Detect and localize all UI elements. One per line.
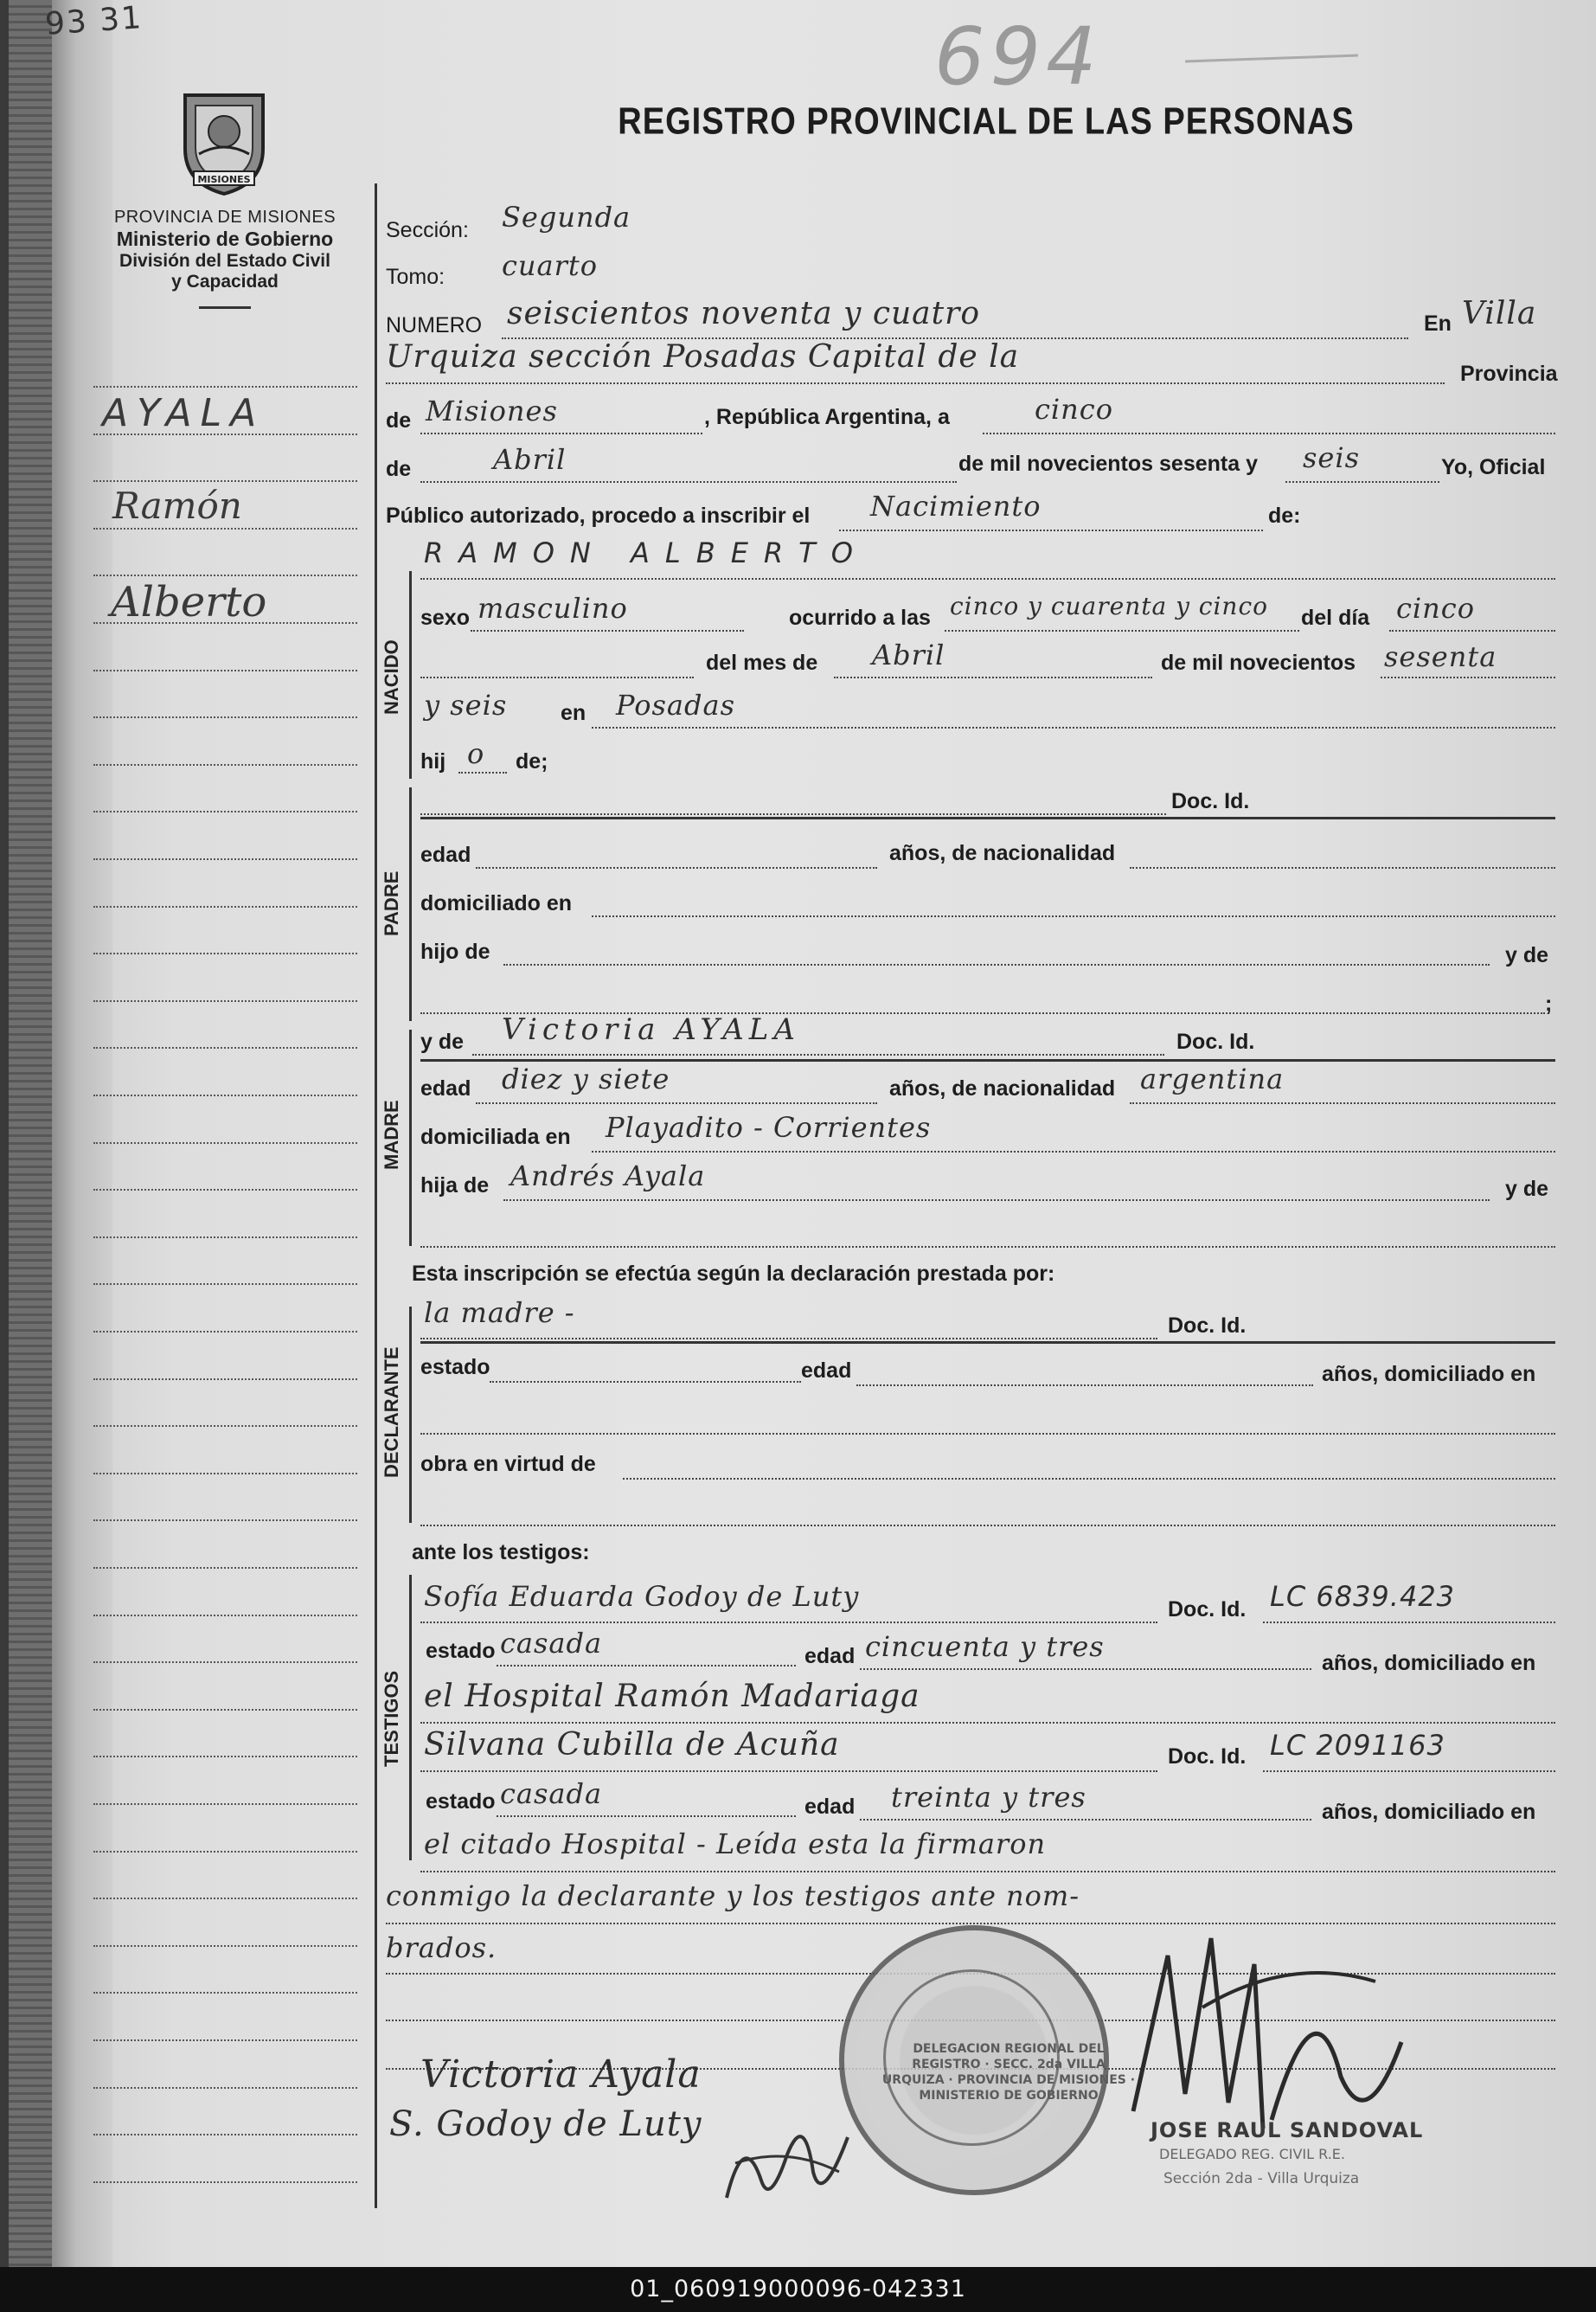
ocurrido-label: ocurrido a las — [789, 606, 931, 630]
nacido-anio-dots — [1381, 677, 1555, 678]
margin-line — [93, 528, 357, 531]
margin-line — [93, 1000, 357, 1004]
declarante-estado-label: estado — [420, 1355, 490, 1379]
margin-line — [93, 1283, 357, 1287]
corner-mark: 93 31 — [43, 0, 144, 42]
margin-line — [93, 1803, 357, 1807]
official-stamp-section: Sección 2da - Villa Urquiza — [1163, 2170, 1360, 2187]
margin-second-name: Alberto — [111, 578, 267, 626]
de-label: de — [386, 408, 412, 433]
t1-estado-label: estado — [426, 1639, 496, 1663]
padre-nac-dots — [1130, 867, 1555, 869]
page-edge — [52, 0, 112, 2267]
t1-doc-label: Doc. Id. — [1168, 1597, 1247, 1622]
sexo-label: sexo — [420, 606, 470, 630]
margin-line — [93, 1473, 357, 1476]
t1-nombre-dots — [420, 1622, 1157, 1623]
footer-id: 01_060919000096-042331 — [0, 2267, 1596, 2312]
madre-bar — [409, 1030, 412, 1246]
margin-line — [93, 1615, 357, 1618]
t2-doc-value: LC 2091163 — [1270, 1729, 1445, 1762]
hora-value: cinco y cuarenta y cinco — [950, 592, 1268, 620]
provincia-label: Provincia — [1460, 362, 1558, 386]
binding-stub — [9, 0, 56, 2267]
t1-dom-dots — [420, 1722, 1555, 1724]
margin-line — [93, 1142, 357, 1146]
office-capacity: y Capacidad — [171, 272, 279, 292]
lugar-value: Posadas — [616, 689, 735, 722]
padre-nombre-dots — [420, 813, 1166, 815]
madre-nombre: Victoria AYALA — [502, 1012, 800, 1047]
declarante-doc-label: Doc. Id. — [1168, 1313, 1247, 1338]
main-divider — [375, 183, 377, 2208]
pencil-number: 694 — [934, 10, 1102, 103]
padre-edad-label: edad — [420, 843, 471, 867]
en-label: En — [1424, 311, 1452, 336]
declarante-dom-dots — [420, 1433, 1555, 1435]
t1-domicilio-value: el Hospital Ramón Madariaga — [424, 1679, 920, 1714]
t2-doc-dots — [1263, 1770, 1555, 1772]
provincia-dots — [420, 433, 702, 434]
office-division: División del Estado Civil — [119, 251, 330, 271]
official-stamp-name: JOSE RAUL SANDOVAL — [1151, 2118, 1424, 2142]
margin-line — [93, 1519, 357, 1523]
madre-hija-dots — [503, 1199, 1490, 1201]
office-ministry: Ministerio de Gobierno — [116, 228, 334, 250]
declarante-section-label: DECLARANTE — [381, 1346, 402, 1478]
madre-nacionalidad-value: argentina — [1140, 1063, 1285, 1095]
declarante-obra-label: obra en virtud de — [420, 1452, 596, 1476]
office-block — [78, 208, 372, 309]
madre-hija-label: hija de — [420, 1173, 490, 1198]
en-value: Villa — [1462, 296, 1537, 331]
yo-label: Yo, Oficial — [1441, 455, 1546, 479]
provincial-emblem-icon — [173, 87, 275, 197]
padre-y-de-label: y de — [1505, 943, 1549, 967]
padre-nacionalidad-label: años, de nacionalidad — [889, 841, 1116, 865]
signature-witness: S. Godoy de Luty — [389, 2104, 702, 2144]
t2-domicilio-value: el citado Hospital - Leída esta la firmaron — [424, 1827, 1047, 1860]
margin-line — [93, 1189, 357, 1192]
declarante-nombre-dots — [420, 1338, 1157, 1339]
hij-label: hij — [420, 749, 446, 774]
office-province: PROVINCIA DE MISIONES — [113, 208, 337, 227]
madre-y-de-label-2: y de — [1505, 1177, 1549, 1201]
t2-nombre-dots — [420, 1770, 1157, 1772]
dia-dots — [983, 433, 1555, 434]
declarante-obra-dots — [623, 1478, 1555, 1480]
en-lugar-label: en — [561, 701, 586, 725]
provincia-value: Misiones — [426, 395, 558, 427]
declarante-rule — [420, 1341, 1555, 1344]
margin-line — [93, 480, 357, 484]
margin-line — [93, 386, 357, 389]
margin-line — [93, 1378, 357, 1382]
declarante-extra-dots — [420, 1525, 1555, 1526]
madre-extra-dots — [420, 1246, 1555, 1248]
official-stamp-title: DELEGADO REG. CIVIL R.E. — [1159, 2146, 1345, 2162]
declarante-estado-dots — [490, 1381, 801, 1383]
declarante-domicilio-label: años, domiciliado en — [1322, 1362, 1536, 1386]
margin-line — [93, 2087, 357, 2090]
closing-line-1: conmigo la declarante y los testigos ante nom- — [386, 1879, 1080, 1912]
margin-line — [93, 1851, 357, 1854]
t2-estado-dots — [497, 1815, 796, 1817]
madre-domicilio-value: Playadito - Corrientes — [606, 1111, 932, 1144]
emblem-text: MISIONES — [197, 174, 251, 185]
margin-line — [93, 1898, 357, 1901]
margin-line — [93, 1425, 357, 1429]
declarante-intro: Esta inscripción se efectúa según la declaración prestada por: — [412, 1262, 1055, 1286]
margin-line — [93, 670, 357, 673]
seccion-value: Segunda — [502, 201, 631, 234]
de-colon-label: de: — [1268, 504, 1301, 528]
publico-label: Público autorizado, procedo a inscribir el — [386, 504, 811, 528]
padre-bar — [409, 787, 412, 1021]
margin-line — [93, 2039, 357, 2043]
t2-estado-label: estado — [426, 1789, 496, 1814]
margin-line — [93, 1095, 357, 1098]
margin-line — [93, 1992, 357, 1995]
margin-line — [93, 764, 357, 767]
hij-value: o — [467, 737, 485, 770]
t1-estado-value: casada — [500, 1627, 603, 1660]
t1-domicilio-label: años, domiciliado en — [1322, 1651, 1536, 1675]
nacido-mes-dots — [834, 677, 1152, 678]
nacido-dia-dots — [1389, 630, 1555, 632]
margin-line — [93, 1661, 357, 1665]
madre-hija-value: Andrés Ayala — [510, 1159, 706, 1192]
margin-line — [93, 2181, 357, 2185]
margin-line — [93, 811, 357, 814]
padre-doc-label: Doc. Id. — [1171, 789, 1250, 813]
t2-dom-dots — [420, 1871, 1555, 1872]
t1-doc-dots — [1263, 1622, 1555, 1623]
madre-nacionalidad-label: años, de nacionalidad — [889, 1076, 1116, 1101]
nacido-section-label: NACIDO — [381, 639, 402, 715]
tomo-label: Tomo: — [386, 265, 445, 289]
republica-label: , República Argentina, a — [704, 405, 950, 429]
numero-label: NUMERO — [386, 313, 483, 337]
margin-line — [93, 1331, 357, 1334]
testigos-section-label: TESTIGOS — [381, 1670, 402, 1767]
margin-line — [93, 1945, 357, 1949]
t2-edad-label: edad — [804, 1795, 856, 1819]
margin-line — [93, 1756, 357, 1759]
padre-section-label: PADRE — [381, 870, 402, 936]
anio-value: seis — [1303, 441, 1361, 474]
signature-mother: Victoria Ayala — [420, 2052, 702, 2097]
padre-rule — [420, 817, 1555, 819]
del-dia-label: del día — [1301, 606, 1370, 630]
document-title: REGISTRO PROVINCIAL DE LAS PERSONAS — [618, 100, 1355, 144]
de-label-2: de — [386, 457, 412, 481]
padre-hijo-label: hijo de — [420, 940, 490, 964]
mes-value: Abril — [493, 443, 567, 476]
t1-doc-value: LC 6839.423 — [1270, 1580, 1456, 1613]
seccion-label: Sección: — [386, 218, 469, 242]
declarante-edad-label: edad — [801, 1358, 852, 1383]
margin-line — [93, 953, 357, 956]
sexo-value: masculino — [478, 592, 628, 625]
madre-nombre-dots — [472, 1054, 1164, 1056]
t1-edad-dots — [860, 1668, 1311, 1670]
t2-domicilio-label: años, domiciliado en — [1322, 1800, 1536, 1824]
madre-y-de-label: y de — [420, 1030, 465, 1054]
margin-line — [93, 1709, 357, 1712]
t2-edad-value: treinta y tres — [891, 1781, 1086, 1814]
margin-line — [93, 716, 357, 720]
padre-edad-dots — [476, 867, 877, 869]
margin-line — [93, 858, 357, 862]
nacido-anio-value-2: y seis — [424, 689, 508, 722]
padre-domicilio-label: domiciliado en — [420, 891, 573, 915]
anio-dots — [1285, 481, 1439, 483]
padre-hijo-dots — [503, 964, 1490, 966]
margin-line — [93, 906, 357, 909]
numero-value: seiscientos noventa y cuatro — [507, 296, 980, 331]
t1-edad-value: cincuenta y tres — [865, 1630, 1105, 1663]
closing-line-2: brados. — [386, 1931, 497, 1964]
margin-line — [93, 1047, 357, 1050]
office-dash — [199, 306, 251, 309]
acto-dots — [839, 530, 1263, 531]
anio-label: de mil novecientos sesenta y — [958, 452, 1258, 476]
t2-doc-label: Doc. Id. — [1168, 1744, 1247, 1769]
t1-nombre: Sofía Eduarda Godoy de Luty — [424, 1580, 860, 1613]
madre-nac-dots — [1130, 1102, 1555, 1104]
nacido-mes-value: Abril — [872, 639, 945, 671]
witness-signature-scribble-icon — [709, 2077, 865, 2215]
lugar-dots — [592, 727, 1555, 729]
madre-section-label: MADRE — [381, 1100, 402, 1170]
t1-estado-dots — [497, 1665, 796, 1667]
mes-dots — [420, 481, 957, 483]
testigos-intro: ante los testigos: — [412, 1540, 590, 1564]
margin-line — [93, 1567, 357, 1570]
declarante-bar — [409, 1307, 412, 1523]
margin-first-name: Ramón — [112, 485, 242, 527]
madre-edad-label: edad — [420, 1076, 471, 1101]
declarante-nombre: la madre - — [424, 1296, 575, 1329]
testigos-bar — [409, 1575, 412, 1860]
blank-dots — [420, 677, 694, 678]
margin-line — [93, 2134, 357, 2137]
t2-estado-value: casada — [500, 1777, 603, 1810]
madre-doc-label: Doc. Id. — [1176, 1030, 1255, 1054]
seal-ring-text: DELEGACION REGIONAL DEL REGISTRO · SECC. 2da VILLA URQUIZA · PROVINCIA DE MISIONES · MINISTERIO DE GOBIERNO — [881, 2042, 1136, 2103]
t2-nombre: Silvana Cubilla de Acuña — [424, 1727, 840, 1763]
nacido-nombre: RAMON ALBERTO — [424, 536, 869, 569]
declarante-edad-dots — [856, 1384, 1313, 1386]
hora-dots — [945, 630, 1299, 632]
sexo-dots — [471, 630, 744, 632]
t2-edad-dots — [860, 1819, 1311, 1821]
madre-domicilio-label: domiciliada en — [420, 1125, 571, 1149]
acto-value: Nacimiento — [870, 490, 1042, 523]
hij-de-label: de; — [516, 749, 548, 774]
place-dots — [386, 382, 1445, 384]
madre-rule — [420, 1059, 1555, 1062]
mil-label: de mil novecientos — [1161, 651, 1356, 675]
dia-value: cinco — [1035, 393, 1113, 426]
madre-edad-dots — [476, 1102, 877, 1104]
t1-edad-label: edad — [804, 1644, 856, 1668]
margin-line — [93, 1236, 357, 1240]
official-seal — [839, 1925, 1136, 2195]
place-value: Urquiza sección Posadas Capital de la — [386, 339, 1020, 375]
hij-dots — [458, 772, 507, 774]
mes-label: del mes de — [706, 651, 818, 675]
nacido-bar — [409, 571, 412, 779]
nacido-dia-value: cinco — [1396, 592, 1475, 625]
padre-semicolon: ; — [1545, 992, 1553, 1016]
madre-dom-dots — [592, 1151, 1555, 1153]
padre-dom-dots — [592, 915, 1555, 917]
margin-surname: AYALA — [102, 391, 266, 435]
tomo-value: cuarto — [502, 249, 599, 282]
nombre-dots — [420, 578, 1555, 580]
nacido-anio-value: sesenta — [1384, 640, 1497, 673]
madre-edad-value: diez y siete — [502, 1063, 670, 1095]
